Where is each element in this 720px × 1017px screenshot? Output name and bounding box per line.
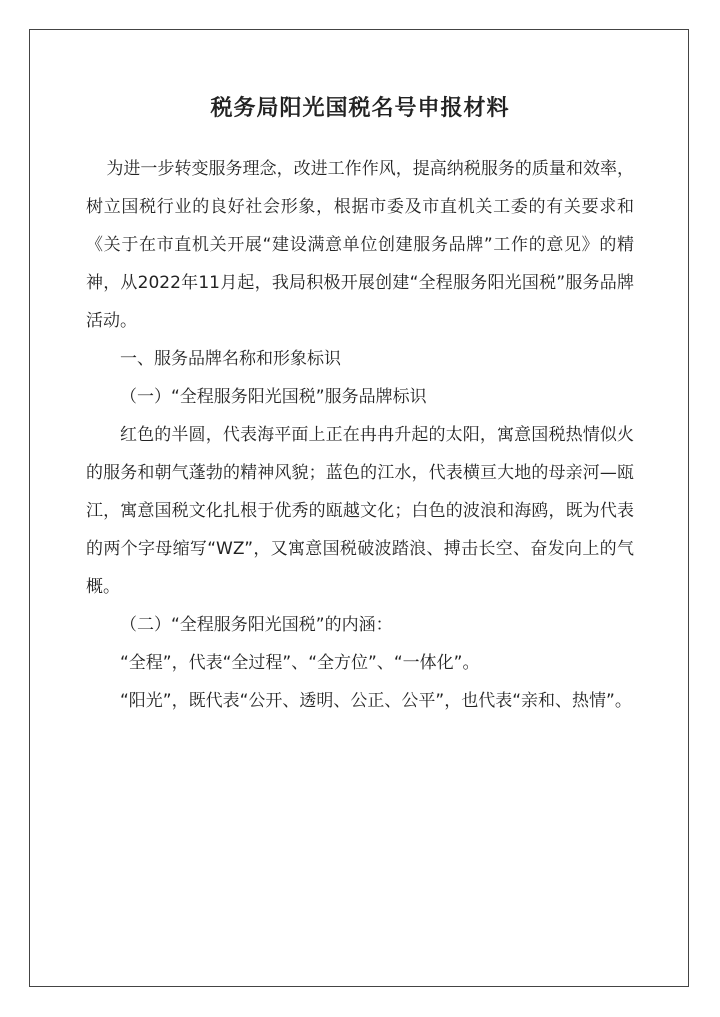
subsection-heading-2: （二）“全程服务阳光国税”的内涵： [120,615,393,635]
logo-description-paragraph: 红色的半圆，代表海平面上正在冉冉升起的太阳，寓意国税热情似火的服务和朝气蓬勃的精神风貌；蓝色的江水，代表横亘大地的母亲河—瓯江，寓意国税文化扎根于优秀的瓯越文化；白色的波浪和海鸥，既为代表的两个字母缩写“WZ”，又寓意国税破波踏浪、搏击长空、奋发向上的气概。 [86,425,634,597]
quanchen-meaning-paragraph: “全程”，代表“全过程”、“全方位”、“一体化”。 [120,653,480,673]
document-title: 税务局阳光国税名号申报材料 [210,96,510,121]
subsection-heading-1: （一）“全程服务阳光国税”服务品牌标识 [120,387,427,407]
intro-paragraph: 为进一步转变服务理念，改进工作作风，提高纳税服务的质量和效率，树立国税行业的良好社会形象，根据市委及市直机关工委的有关要求和《关于在市直机关开展“建设满意单位创建服务品牌”工作的意见》的精神，从2022年11月起，我局积极开展创建“全程服务阳光国税”服务品牌活动。 [86,159,634,331]
section-heading-1: 一、服务品牌名称和形象标识 [120,349,341,369]
yangguang-meaning-paragraph: “阳光”，既代表“公开、透明、公正、公平”，也代表“亲和、热情”。 [120,691,632,711]
document-body [86,150,634,720]
